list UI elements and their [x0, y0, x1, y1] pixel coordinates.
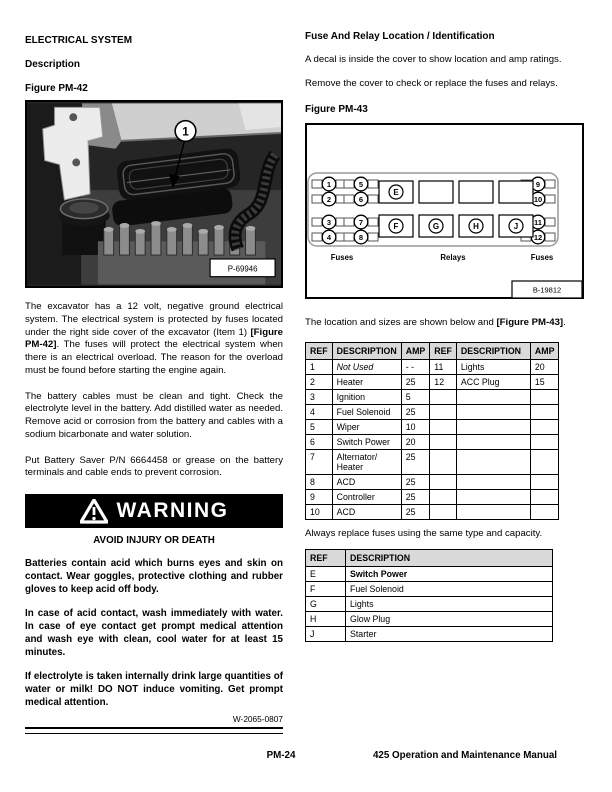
column-header: DESCRIPTION: [332, 343, 401, 360]
table-row: [306, 490, 559, 505]
table-cell: Ignition: [332, 390, 401, 405]
figure-pm42-photo: [25, 100, 283, 288]
table-row: [306, 375, 559, 390]
table-cell: [456, 390, 530, 405]
warning-paragraph-acid: Batteries contain acid which burns eyes and skin on contact. Wear goggles, protective clothing and rubber gloves to keep acid off body.: [25, 558, 283, 596]
column-header: REF: [306, 550, 346, 567]
table-cell: 25: [401, 375, 430, 390]
label-fuses-left: Fuses: [330, 252, 354, 262]
table-cell: Alternator/ Heater: [332, 450, 401, 475]
table-cell: 25: [401, 490, 430, 505]
column-header: REF: [306, 343, 333, 360]
table-cell: [430, 405, 457, 420]
paragraph-text: The excavator has a 12 volt, negative ground electrical system. The electrical system is protected by fuses located under the right side cover of the excavator (Item 1): [25, 301, 283, 338]
relay-E: [379, 181, 413, 203]
table-cell: [530, 390, 559, 405]
table-cell: [530, 450, 559, 475]
table-cell: 25: [401, 505, 430, 520]
paragraph-text: The location and sizes are shown below and: [305, 316, 497, 328]
table-cell: 4: [306, 405, 333, 420]
svg-text:1: 1: [326, 179, 332, 189]
table-cell: J: [306, 627, 346, 642]
table-cell: [430, 450, 457, 475]
table-cell: 6: [306, 435, 333, 450]
table-cell: 3: [306, 390, 333, 405]
svg-text:G: G: [432, 221, 440, 231]
relay-F: [379, 215, 413, 237]
table-cell: G: [306, 597, 346, 612]
diagram-frame: [306, 124, 583, 298]
svg-text:E: E: [393, 187, 399, 197]
table-row: [306, 627, 553, 642]
table-row: [306, 567, 553, 582]
photo-ref-text: P-69946: [227, 264, 258, 274]
table-cell: Wiper: [332, 420, 401, 435]
relay-empty: [419, 181, 453, 203]
table-cell: E: [306, 567, 346, 582]
excavator-photo-illustration: [27, 102, 281, 286]
table-row: [306, 390, 559, 405]
table-row: [306, 582, 553, 597]
column-header: DESCRIPTION: [456, 343, 530, 360]
table-cell: 15: [530, 375, 559, 390]
warning-paragraph-contact: In case of acid contact, wash immediately with water. In case of eye contact get prompt medical attention and wash eye with clean, cool water for at least 15 minutes.: [25, 608, 283, 659]
table-cell: 11: [430, 360, 457, 375]
paragraph-remove-cover: Remove the cover to check or replace the fuses and relays.: [305, 77, 558, 89]
warning-banner-text: WARNING: [116, 499, 229, 522]
table-cell: [456, 505, 530, 520]
table-cell: [530, 505, 559, 520]
svg-text:H: H: [473, 221, 479, 231]
relay-H: [459, 215, 493, 237]
svg-text:8: 8: [358, 232, 364, 242]
fuse-relay-diagram: [305, 123, 584, 299]
relay-empty: [499, 181, 533, 203]
table-cell: 20: [401, 435, 430, 450]
left-column: [25, 30, 283, 734]
svg-text:9: 9: [535, 179, 541, 189]
table-cell: [530, 475, 559, 490]
table-cell: [456, 435, 530, 450]
table-row: [306, 505, 559, 520]
figure-pm43-label: Figure PM-43: [305, 103, 368, 115]
table-row: [306, 420, 559, 435]
table-cell: Fuel Solenoid: [332, 405, 401, 420]
fuse-relay-section-title: Fuse And Relay Location / Identification: [305, 31, 495, 42]
warning-box: [25, 494, 283, 734]
svg-text:11: 11: [534, 217, 542, 227]
table-row: [306, 450, 559, 475]
paragraph-battery-saver: Put Battery Saver P/N 6664458 or grease on the battery terminals and cable ends to prevent corrosion.: [25, 454, 283, 479]
svg-text:F: F: [393, 221, 399, 231]
table-cell: 10: [401, 420, 430, 435]
table-cell: Fuel Solenoid: [346, 582, 553, 597]
fuse-amp-table: [305, 342, 559, 520]
warning-paragraph-electrolyte: If electrolyte is taken internally drink large quantities of water or milk! DO NOT induce vomiting. Get prompt medical attention.: [25, 671, 283, 709]
table-cell: [456, 475, 530, 490]
table-cell: 9: [306, 490, 333, 505]
table-cell: [530, 435, 559, 450]
table-cell: 10: [306, 505, 333, 520]
paragraph-location: [305, 317, 584, 330]
table-cell: Lights: [456, 360, 530, 375]
paragraph-electrical-system: [25, 301, 283, 378]
svg-text:6: 6: [358, 194, 364, 204]
column-header: REF: [430, 343, 457, 360]
table-cell: 25: [401, 405, 430, 420]
table-cell: 25: [401, 450, 430, 475]
label-fuses-right: Fuses: [530, 252, 554, 262]
figure-pm43-diagram: [305, 123, 584, 304]
table-cell: F: [306, 582, 346, 597]
table-cell: [456, 420, 530, 435]
figure-reference: [Figure PM-42]: [25, 326, 283, 351]
paragraph-always-replace: Always replace fuses using the same type and capacity.: [305, 528, 543, 540]
table-cell: H: [306, 612, 346, 627]
svg-text:J: J: [513, 221, 519, 231]
paragraph-decal: A decal is inside the cover to show location and amp ratings.: [305, 54, 562, 65]
table-cell: [530, 420, 559, 435]
table-cell: [456, 490, 530, 505]
description-heading: Description: [25, 59, 81, 70]
svg-text:12: 12: [533, 232, 543, 242]
svg-text:4: 4: [326, 232, 332, 242]
table-row: [306, 435, 559, 450]
table-cell: Glow Plug: [346, 612, 553, 627]
table-cell: 5: [401, 390, 430, 405]
table-cell: [456, 450, 530, 475]
column-header: AMP: [401, 343, 430, 360]
figure-reference: [Figure PM-43]: [496, 316, 564, 328]
right-column: [305, 30, 584, 642]
figure-pm42-label: Figure PM-42: [25, 83, 88, 94]
table-cell: Heater: [332, 375, 401, 390]
table-cell: 8: [306, 475, 333, 490]
table-cell: 1: [306, 360, 333, 375]
table-cell: ACD: [332, 475, 401, 490]
table-cell: Switch Power: [346, 567, 553, 582]
table-cell: ACD: [332, 505, 401, 520]
table-cell: [430, 475, 457, 490]
table-cell: Switch Power: [332, 435, 401, 450]
table-cell: [430, 435, 457, 450]
table-cell: ACC Plug: [456, 375, 530, 390]
table-cell: 2: [306, 375, 333, 390]
table-cell: 7: [306, 450, 333, 475]
table-cell: - -: [401, 360, 430, 375]
table-cell: [430, 390, 457, 405]
table-cell: 20: [530, 360, 559, 375]
table-row: [306, 475, 559, 490]
table-cell: [430, 505, 457, 520]
warning-triangle-icon: [80, 499, 108, 524]
relay-G: [419, 215, 453, 237]
warning-banner: [25, 494, 283, 528]
table-cell: 5: [306, 420, 333, 435]
table-cell: Lights: [346, 597, 553, 612]
column-header: DESCRIPTION: [346, 550, 553, 567]
table-cell: Controller: [332, 490, 401, 505]
table-cell: [456, 405, 530, 420]
warning-heading: AVOID INJURY OR DEATH: [93, 535, 215, 546]
table-row: [306, 612, 553, 627]
section-title: ELECTRICAL SYSTEM: [25, 35, 133, 46]
relay-empty: [459, 181, 493, 203]
column-header: AMP: [530, 343, 559, 360]
table-cell: Starter: [346, 627, 553, 642]
table-cell: 12: [430, 375, 457, 390]
page-number: PM-24: [266, 750, 296, 761]
paragraph-battery-cables: The battery cables must be clean and tight. Check the electrolyte level in the battery. Add distilled water as needed. Remove acid or corrosion from the battery and cables with a sodium bicarbonate and water solution.: [25, 390, 283, 440]
svg-text:3: 3: [326, 217, 332, 227]
label-relays: Relays: [440, 252, 466, 262]
table-cell: 25: [401, 475, 430, 490]
table-row: [306, 597, 553, 612]
paragraph-text: .: [563, 316, 566, 328]
diagram-ref-text: B-19812: [532, 285, 562, 294]
svg-text:2: 2: [326, 194, 332, 204]
table-row: [306, 405, 559, 420]
relay-table: [305, 549, 553, 642]
svg-text:7: 7: [358, 217, 364, 227]
warning-code: W-2065-0807: [232, 714, 283, 725]
callout-number: 1: [182, 124, 189, 139]
table-cell: [430, 490, 457, 505]
table-cell: [430, 420, 457, 435]
paragraph-text: . The fuses will protect the electrical system when there is an electrical overload. The reason for the overload must be found before starting the engine again.: [25, 339, 283, 376]
relay-J: [499, 215, 533, 237]
table-cell: [530, 490, 559, 505]
manual-title: 425 Operation and Maintenance Manual: [372, 750, 557, 761]
table-cell: Not Used: [332, 360, 401, 375]
svg-text:5: 5: [358, 179, 364, 189]
photo-ref-label: [210, 259, 275, 277]
table-cell: [530, 405, 559, 420]
warning-divider: [25, 727, 283, 734]
svg-text:10: 10: [533, 194, 543, 204]
table-row: [306, 360, 559, 375]
